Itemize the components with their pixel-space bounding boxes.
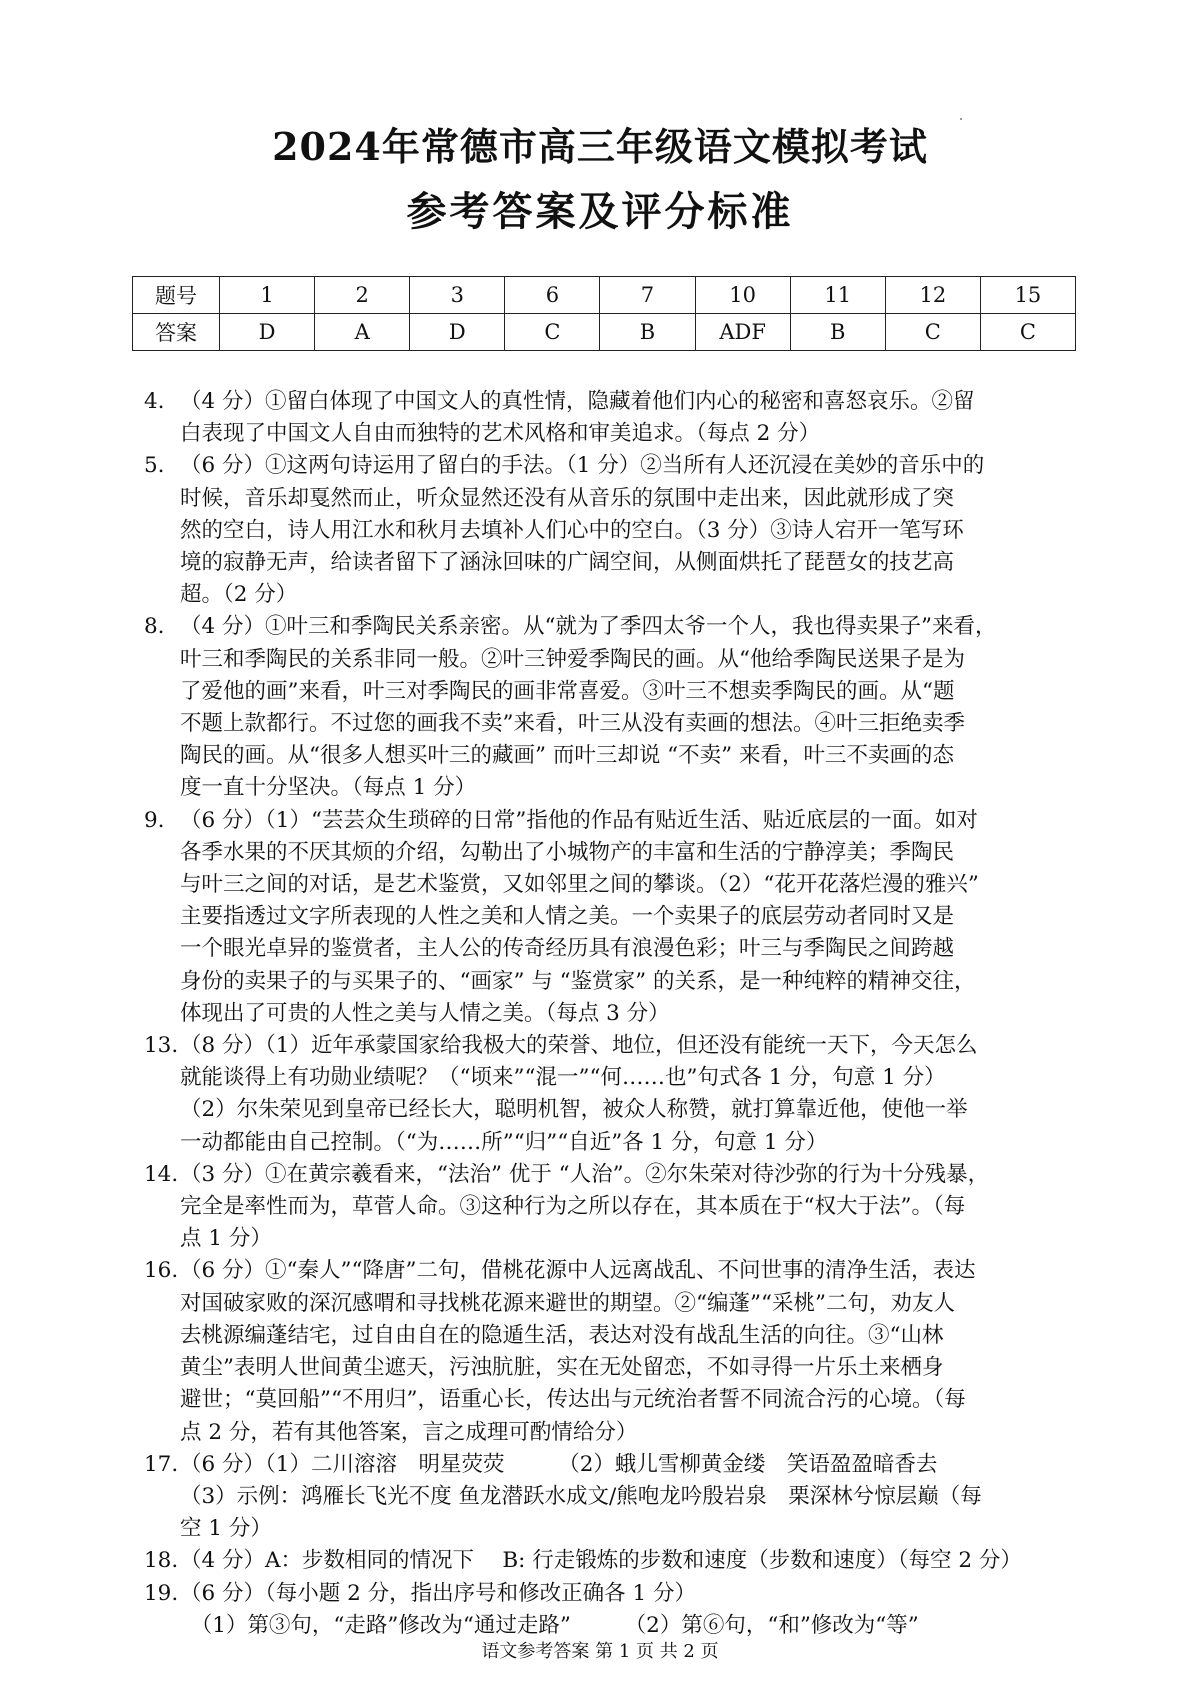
answer-cell: D <box>220 314 315 351</box>
question-number-cell: 11 <box>790 277 885 314</box>
item-text-line: 一个眼光卓异的鉴赏者，主人公的传奇经历具有浪漫色彩；叶三与季陶民之间跨越 <box>180 936 955 962</box>
row-label-question: 题号 <box>133 277 220 314</box>
question-number-row <box>133 277 1076 314</box>
answer-table <box>132 276 1076 351</box>
item-number: 16. <box>144 1258 179 1284</box>
answer-cell: B <box>600 314 695 351</box>
answer-cell: C <box>885 314 980 351</box>
item-text-line: 避世；“莫回船”“不用归”，语重心长，传达出与元统治者誓不同流合污的心境。（每 <box>180 1387 966 1413</box>
item-text-line: 身份的卖果子的与买果子的、“画家” 与 “鉴赏家” 的关系，是一种纯粹的精神交往， <box>180 968 976 994</box>
item-number: 17. <box>144 1451 179 1477</box>
item-number: 9. <box>144 807 165 833</box>
question-number-cell: 7 <box>600 277 695 314</box>
item-text-line: （2）尔朱荣见到皇帝已经长大，聪明机智，被众人称赞，就打算靠近他，使他一举 <box>180 1097 968 1123</box>
item-number: 13. <box>144 1033 179 1059</box>
item-text-line: 叶三和季陶民的关系非同一般。②叶三钟爱季陶民的画。从“他给季陶民送果子是为 <box>180 646 965 672</box>
question-number-cell: 10 <box>695 277 790 314</box>
item-text-line: （6 分）①这两句诗运用了留白的手法。（1 分）②当所有人还沉浸在美妙的音乐中的 <box>180 453 985 479</box>
item-text-line: 陶民的画。从“很多人想买叶三的藏画” 而叶三却说 “不卖” 来看，叶三不卖画的态 <box>180 743 954 769</box>
answer-item <box>146 1255 1064 1448</box>
item-text-line: （6 分）（1）二川溶溶 明星荧荧 （2）蛾儿雪柳黄金缕 笑语盈盈暗香去 <box>180 1451 938 1477</box>
answer-item <box>146 805 1064 1030</box>
item-number: 4. <box>144 389 165 414</box>
question-number-cell: 2 <box>315 277 410 314</box>
item-text-line: 度一直十分坚决。（每点 1 分） <box>180 775 477 801</box>
item-text-line: （6 分）①“秦人”“降唐”二句，借桃花源中人远离战乱、不问世事的清净生活，表达 <box>180 1258 976 1284</box>
question-number-cell: 12 <box>885 277 980 314</box>
item-text-line: 点 2 分，若有其他答案，言之成理可酌情给分） <box>180 1419 638 1445</box>
answer-item <box>146 1578 1064 1642</box>
item-text-line: 黄尘”表明人世间黄尘遮天，污浊肮脏，实在无处留恋，不如寻得一片乐土来栖身 <box>180 1355 944 1381</box>
page-footer: 语文参考答案 第 1 页 共 2 页 <box>481 1641 719 1662</box>
item-number: 19. <box>144 1580 179 1606</box>
answer-cell: B <box>790 314 885 351</box>
item-text-line: 然的空白，诗人用江水和秋月去填补人们心中的空白。（3 分）③诗人宕开一笔写环 <box>180 517 964 543</box>
item-text-line: 一动都能由自己控制。（“为……所”“归”“自近”各 1 分，句意 1 分） <box>180 1129 828 1155</box>
row-label-answer: 答案 <box>133 314 220 351</box>
item-text-line: （8 分）（1）近年承蒙国家给我极大的荣誉、地位，但还没有能统一天下，今天怎么 <box>180 1033 978 1059</box>
item-text-line: （4 分）①留白体现了中国文人的真性情，隐藏着他们内心的秘密和喜怒哀乐。②留 <box>180 389 975 414</box>
answer-item <box>146 386 1064 450</box>
question-number-cell: 3 <box>410 277 505 314</box>
item-text-line: （3 分）①在黄宗羲看来，“法治” 优于 “人治”。②尔朱荣对待沙弥的行为十分残暴， <box>180 1161 990 1187</box>
item-text-line: （4 分）①叶三和季陶民关系亲密。从“就为了季四太爷一个人，我也得卖果子”来看， <box>180 614 997 640</box>
item-number: 8. <box>144 614 165 640</box>
answer-cell: C <box>980 314 1075 351</box>
exam-title: 2024年常德市高三年级语文模拟考试 <box>272 124 928 169</box>
answer-row <box>133 314 1076 351</box>
item-number: 5. <box>144 453 165 479</box>
item-text-line: 境的寂静无声，给读者留下了涵泳回味的广阔空间，从侧面烘托了琵琶女的技艺高 <box>180 550 955 576</box>
item-text-line: （6 分）（每小题 2 分，指出序号和修改正确各 1 分） <box>180 1580 696 1606</box>
question-number-cell: 1 <box>220 277 315 314</box>
item-text-line: 超。（2 分） <box>180 582 298 608</box>
answer-item <box>146 1449 1064 1546</box>
question-number-cell: 15 <box>980 277 1075 314</box>
item-text-line: 就能谈得上有功勋业绩呢？（“顷来”“混一”“何……也”句式各 1 分，句意 1 分） <box>180 1065 946 1091</box>
item-number: 14. <box>144 1161 179 1187</box>
item-text-line: （4 分）A：步数相同的情况下 B: 行走锻炼的步数和速度（步数和速度）（每空 2 分） <box>180 1548 1022 1574</box>
item-text-line: 时候，音乐却戛然而止，听众显然还没有从音乐的氛围中走出来，因此就形成了突 <box>180 485 955 511</box>
question-number-cell: 6 <box>505 277 600 314</box>
answer-cell: ADF <box>695 314 790 351</box>
item-text-line: （3）示例：鸿雁长飞光不度 鱼龙潜跃水成文/熊咆龙吟殷岩泉 栗深林兮惊层巅（每 <box>180 1483 982 1509</box>
answer-cell: C <box>505 314 600 351</box>
item-text-line: 空 1 分） <box>180 1516 272 1542</box>
answer-item <box>146 1159 1064 1256</box>
item-text-line: 体现出了可贵的人性之美与人情之美。（每点 3 分） <box>180 1000 670 1026</box>
item-text-line: 与叶三之间的对话，是艺术鉴赏，又如邻里之间的攀谈。（2）“花开花落烂漫的雅兴” <box>180 872 979 898</box>
exam-subtitle: 参考答案及评分标准 <box>406 188 794 235</box>
answer-item <box>146 1545 1064 1577</box>
item-text-line: 去桃源编蓬结宅，过自由自在的隐遁生活，表达对没有战乱生活的向往。③“山林 <box>180 1322 944 1348</box>
item-text-line: 主要指透过文字所表现的人性之美和人情之美。一个卖果子的底层劳动者同时又是 <box>180 904 955 930</box>
answer-cell: A <box>315 314 410 351</box>
item-text-line: 点 1 分） <box>180 1226 272 1252</box>
item-text-line: 各季水果的不厌其烦的介绍，勾勒出了小城物产的丰富和生活的宁静淳美；季陶民 <box>180 839 955 865</box>
item-text-line: 白表现了中国文人自由而独特的艺术风格和审美追求。（每点 2 分） <box>180 421 821 447</box>
answer-cell: D <box>410 314 505 351</box>
scan-speck <box>960 118 962 120</box>
item-text-line: 对国破家败的深沉感喟和寻找桃花源来避世的期望。②“编蓬”“采桃”二句，劝友人 <box>180 1290 955 1316</box>
item-number: 18. <box>144 1548 179 1574</box>
item-text-line: （1）第③句，“走路”修改为“通过走路” （2）第⑥句，“和”修改为“等” <box>180 1612 919 1638</box>
item-text-line: （6 分）（1）“芸芸众生琐碎的日常”指他的作品有贴近生活、贴近底层的一面。如对 <box>180 807 978 833</box>
answer-item <box>146 1030 1064 1159</box>
item-text-line: 不题上款都行。不过您的画我不卖”来看，叶三从没有卖画的想法。④叶三拒绝卖季 <box>180 711 965 737</box>
answer-item <box>146 611 1064 804</box>
item-text-line: 了爱他的画”来看，叶三对季陶民的画非常喜爱。③叶三不想卖季陶民的画。从“题 <box>180 678 955 704</box>
answer-item <box>146 450 1064 611</box>
item-text-line: 完全是率性而为，草菅人命。③这种行为之所以存在，其本质在于“权大于法”。（每 <box>180 1194 966 1220</box>
answer-explanations <box>146 386 1064 1642</box>
